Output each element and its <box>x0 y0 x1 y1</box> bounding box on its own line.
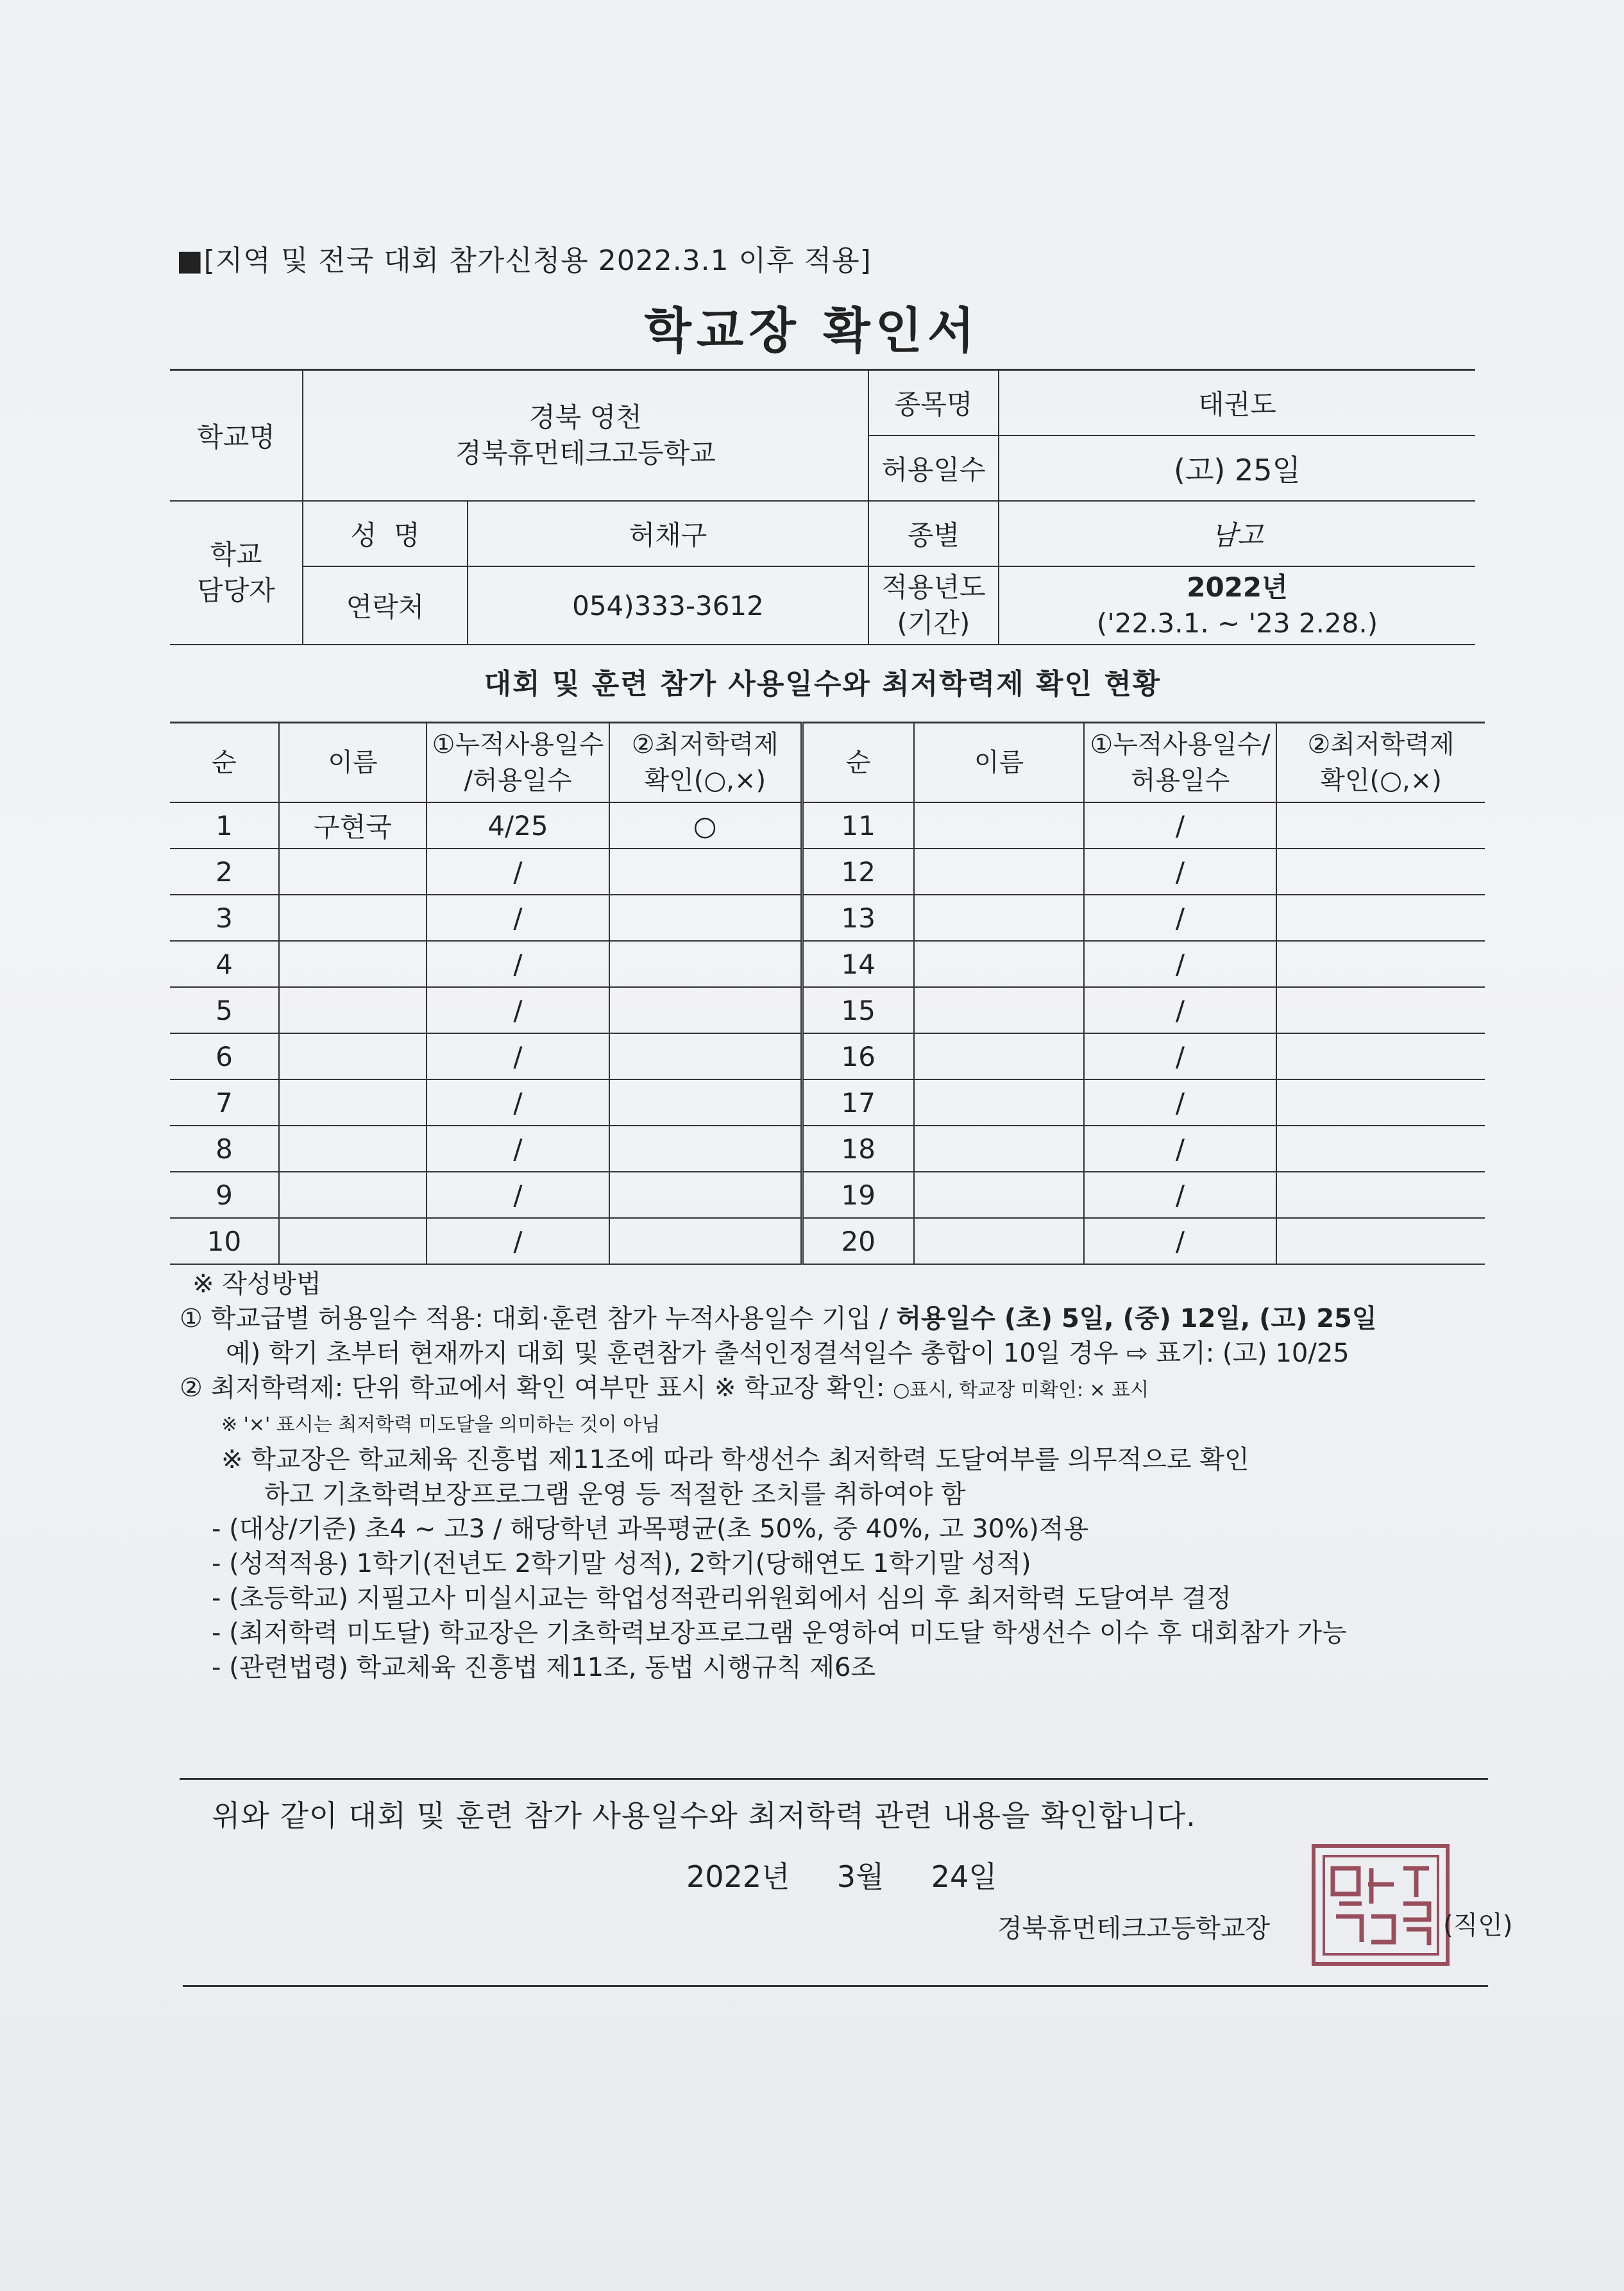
col-check-right <box>1276 723 1485 803</box>
table-row <box>170 849 1485 895</box>
note-2 <box>180 1371 1482 1408</box>
note-1-bold: 허용일수 (초) 5일, (중) 12일, (고) 25일 <box>896 1304 1377 1333</box>
detail-target: - (대상/기준) 초4 ~ 고3 / 해당학년 과목평균(초 50%, 중 40%, 고 30%)적용 <box>212 1514 1089 1544</box>
row-days-right: / <box>1084 1172 1276 1218</box>
contact-label: 연락처 <box>303 566 468 645</box>
detail-unmet: - (최저학력 미도달) 학교장은 기초학력보장프로그램 운영하여 미도달 학생선수 이수 후 대회참가 가능 <box>212 1618 1347 1648</box>
info-table <box>170 369 1475 645</box>
row-name <box>279 1079 427 1126</box>
col-check-right-line1: ②최저학력제 <box>1307 730 1455 759</box>
col-days-line2: /허용일수 <box>464 766 572 795</box>
row-name-right <box>914 895 1084 941</box>
section-subtitle: 대회 및 훈련 참가 사용일수와 최저학력제 확인 현황 <box>484 668 1162 700</box>
row-no-right: 14 <box>802 941 914 987</box>
table-row <box>170 895 1485 941</box>
row-days: / <box>427 849 609 895</box>
row-no-right: 20 <box>802 1218 914 1264</box>
col-days-line1: ①누적사용일수 <box>432 730 604 759</box>
row-no: 2 <box>170 849 279 895</box>
table-row <box>170 1126 1485 1172</box>
year-label-1: 적용년도 <box>881 571 986 603</box>
row-check <box>609 1079 802 1126</box>
row-no: 9 <box>170 1172 279 1218</box>
row-check-right <box>1276 1126 1485 1172</box>
row-check-right <box>1276 802 1485 849</box>
table-row <box>170 1172 1485 1218</box>
col-no-right: 순 <box>802 723 914 803</box>
row-check <box>609 1218 802 1264</box>
year-label-2: (기간) <box>897 607 970 639</box>
detail-law: - (관련법령) 학교체육 진흥법 제11조, 동법 시행규칙 제6조 <box>212 1653 876 1682</box>
row-name-right <box>914 987 1084 1033</box>
row-no: 10 <box>170 1218 279 1264</box>
row-check-right <box>1276 895 1485 941</box>
row-no: 7 <box>170 1079 279 1126</box>
row-check-right <box>1276 1172 1485 1218</box>
row-no: 6 <box>170 1033 279 1079</box>
participation-table <box>170 722 1485 1265</box>
row-days-right: / <box>1084 941 1276 987</box>
row-check-right <box>1276 849 1485 895</box>
category-value: 남고 <box>999 501 1475 566</box>
row-check-right <box>1276 1033 1485 1079</box>
row-name-right <box>914 1033 1084 1079</box>
col-name: 이름 <box>279 723 427 803</box>
col-days-right <box>1084 723 1276 803</box>
row-days: / <box>427 987 609 1033</box>
row-check <box>609 849 802 895</box>
row-check <box>609 1172 802 1218</box>
row-days-right: / <box>1084 849 1276 895</box>
school-label: 학교명 <box>170 370 303 502</box>
col-no: 순 <box>170 723 279 803</box>
row-name-right <box>914 849 1084 895</box>
confirm-statement: 위와 같이 대회 및 훈련 참가 사용일수와 최저학력 관련 내용을 확인합니다. <box>212 1798 1196 1833</box>
instructions <box>180 1267 1482 1685</box>
row-days: / <box>427 941 609 987</box>
sport-value: 태권도 <box>999 370 1475 436</box>
row-no-right: 13 <box>802 895 914 941</box>
name-value: 허채구 <box>468 501 868 566</box>
col-check-line2: 확인(○,×) <box>644 766 766 795</box>
year-value: 2022년 <box>1187 571 1288 603</box>
manager-label-1: 학교 <box>210 539 262 570</box>
note-1-example: 예) 학기 초부터 현재까지 대회 및 훈련참가 출석인정결석일수 총합이 10일 경우 ⇨ 표기: (고) 10/25 <box>226 1339 1349 1368</box>
table-row <box>170 941 1485 987</box>
row-days: / <box>427 1172 609 1218</box>
note-2-small: ○표시, 학교장 미확인: × 표시 <box>893 1379 1149 1401</box>
row-no-right: 17 <box>802 1079 914 1126</box>
row-name-right <box>914 1218 1084 1264</box>
row-days: / <box>427 1218 609 1264</box>
note-2-duty: ※ 학교장은 학교체육 진흥법 제11조에 따라 학생선수 최저학력 도달여부를 의무적으로 확인 <box>221 1445 1249 1475</box>
row-days: / <box>427 1126 609 1172</box>
row-name-right <box>914 1172 1084 1218</box>
row-no: 3 <box>170 895 279 941</box>
table-row <box>170 802 1485 849</box>
page-title: 학교장 확인서 <box>644 302 980 359</box>
row-check: ○ <box>609 802 802 849</box>
row-check <box>609 1126 802 1172</box>
col-days <box>427 723 609 803</box>
name-label: 성 명 <box>303 501 468 566</box>
row-check-right <box>1276 941 1485 987</box>
table-body <box>170 802 1485 1264</box>
row-days-right: / <box>1084 1033 1276 1079</box>
col-name-right: 이름 <box>914 723 1084 803</box>
row-name <box>279 941 427 987</box>
divider-top <box>180 1778 1488 1780</box>
year-value-cell <box>999 566 1475 645</box>
seal-mark: (직인) <box>1443 1911 1513 1940</box>
row-no-right: 19 <box>802 1172 914 1218</box>
school-name-cell <box>303 370 868 502</box>
row-no-right: 11 <box>802 802 914 849</box>
year-label <box>868 566 999 645</box>
row-name-right <box>914 802 1084 849</box>
issue-date: 2022년 3월 24일 <box>686 1859 997 1894</box>
row-days-right: / <box>1084 802 1276 849</box>
note-1-text: ① 학교급별 허용일수 적용: 대회·훈련 참가 누적사용일수 기입 / <box>180 1304 897 1333</box>
row-name-right <box>914 1079 1084 1126</box>
col-days-right-line2: 허용일수 <box>1130 766 1230 795</box>
table-row <box>170 1079 1485 1126</box>
row-check-right <box>1276 1079 1485 1126</box>
seal-glyph-icon <box>1320 1852 1442 1958</box>
table-row <box>170 987 1485 1033</box>
school-region: 경북 영천 <box>529 402 642 433</box>
notes-heading: ※ 작성방법 <box>192 1269 321 1299</box>
note-2-duty-cont: 하고 기초학력보장프로그램 운영 등 적절한 조치를 취하여야 함 <box>264 1480 966 1509</box>
row-check <box>609 987 802 1033</box>
divider-bottom <box>183 1985 1488 1987</box>
row-days-right: / <box>1084 987 1276 1033</box>
row-name <box>279 1033 427 1079</box>
row-days: 4/25 <box>427 802 609 849</box>
row-check <box>609 895 802 941</box>
table-header-row <box>170 723 1485 803</box>
table-row <box>170 1218 1485 1264</box>
row-no-right: 16 <box>802 1033 914 1079</box>
row-check-right <box>1276 1218 1485 1264</box>
row-name-right <box>914 1126 1084 1172</box>
row-days: / <box>427 1079 609 1126</box>
row-check <box>609 941 802 987</box>
manager-label <box>170 501 303 645</box>
row-days-right: / <box>1084 1218 1276 1264</box>
header-note: ■[지역 및 전국 대회 참가신청용 2022.3.1 이후 적용] <box>176 244 872 277</box>
row-no: 8 <box>170 1126 279 1172</box>
row-days: / <box>427 1033 609 1079</box>
row-days-right: / <box>1084 1079 1276 1126</box>
row-name-right <box>914 941 1084 987</box>
allowed-label: 허용일수 <box>868 435 999 501</box>
row-days-right: / <box>1084 1126 1276 1172</box>
row-check <box>609 1033 802 1079</box>
col-check-line1: ②최저학력제 <box>631 730 779 759</box>
col-check <box>609 723 802 803</box>
row-check-right <box>1276 987 1485 1033</box>
row-name <box>279 1172 427 1218</box>
row-no-right: 15 <box>802 987 914 1033</box>
row-name <box>279 895 427 941</box>
table-row <box>170 1033 1485 1079</box>
category-label: 종별 <box>868 501 999 566</box>
col-days-right-line1: ①누적사용일수/ <box>1090 730 1271 759</box>
row-days: / <box>427 895 609 941</box>
allowed-value: (고) 25일 <box>999 435 1475 501</box>
period-value: ('22.3.1. ~ '23 2.28.) <box>1096 607 1378 639</box>
detail-elementary: - (초등학교) 지필고사 미실시교는 학업성적관리위원회에서 심의 후 최저학력 도달여부 결정 <box>212 1584 1231 1613</box>
contact-value: 054)333-3612 <box>468 566 868 645</box>
note-2-text: ② 최저학력제: 단위 학교에서 확인 여부만 표시 ※ 학교장 확인: <box>180 1373 893 1403</box>
row-name <box>279 849 427 895</box>
row-no: 1 <box>170 802 279 849</box>
manager-label-2: 담당자 <box>197 575 275 606</box>
row-no: 5 <box>170 987 279 1033</box>
note-2-caveat: ※ '×' 표시는 최저학력 미도달을 의미하는 것이 아님 <box>221 1414 661 1436</box>
detail-grades: - (성적적용) 1학기(전년도 2학기말 성적), 2학기(당해연도 1학기말 성적) <box>212 1549 1031 1578</box>
note-1 <box>180 1301 1482 1336</box>
row-no-right: 12 <box>802 849 914 895</box>
row-name <box>279 1126 427 1172</box>
official-seal-icon <box>1312 1844 1450 1966</box>
row-name: 구현국 <box>279 802 427 849</box>
row-no-right: 18 <box>802 1126 914 1172</box>
col-check-right-line2: 확인(○,×) <box>1320 766 1442 795</box>
principal-name: 경북휴먼테크고등학교장 <box>997 1914 1271 1943</box>
sport-label: 종목명 <box>868 370 999 436</box>
school-name: 경북휴먼테크고등학교 <box>455 437 716 469</box>
row-name <box>279 1218 427 1264</box>
row-days-right: / <box>1084 895 1276 941</box>
row-name <box>279 987 427 1033</box>
row-no: 4 <box>170 941 279 987</box>
